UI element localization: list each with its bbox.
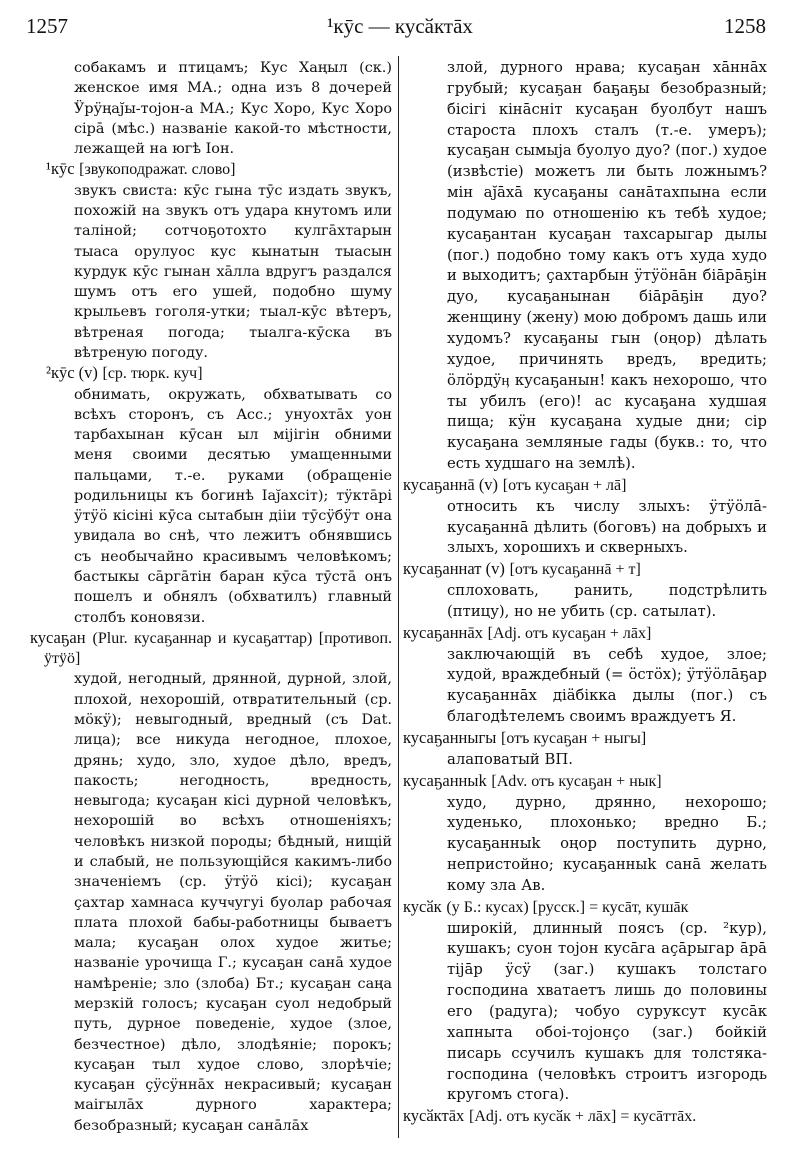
- entry-body: алаповатый ВП.: [447, 750, 573, 768]
- entry-etymology: [звукоподражат. слово]: [79, 161, 236, 179]
- entry-body: худо, дурно, дрянно, нехорошо; худенько, плохонько; вредно Б.; кусаҕанныk оңор поступить дурно, непристойно; кусаҕанныk санā желать кому зла Ав.: [447, 793, 767, 894]
- entry-kusagannat: [403, 559, 767, 623]
- entry-kus-1: [30, 159, 392, 363]
- entry-headword: кусаҕаннā (v): [403, 474, 499, 494]
- entry-body: сплоховать, ранить, подстрѣлить (птицу), но не убить (ср. сатылат).: [447, 582, 767, 620]
- page-number-left: 1257: [26, 14, 68, 38]
- entry-continuation: [30, 58, 392, 159]
- entry-kusaganna: [403, 475, 767, 559]
- page-number-right: 1258: [724, 14, 766, 38]
- entry-body: заключающій въ себѣ худое, злое; худой, враждебный (= öстöх); ӱтӱöлāҕар кусаҕаннāх діäбікка дылы (пог.) съ благодѣтелемъ своимъ враждуетъ Я.: [447, 645, 767, 726]
- entry-headword: кусаҕаннāх: [403, 622, 483, 642]
- entry-body: обнимать, окружать, обхватывать со всѣхъ сторонъ, съ Acc.; унуохтāх уон тарбахынан кӯсан ыл міјігін обними меня своими десятью умащенными пальцами, т.-е. руками (обращеніе родильницы къ богинѣ Іај̆ахсіт); тӱктāрі ӱтӱö кісіні кӯса сытабын дііи тӯсӱбӱт она увидала во снѣ, что лежитъ обнявшись съ необычайно красивымъ человѣкомъ; бастыкы сāргāтін баран кӯса тӯстā онъ пошелъ и обнялъ (обхватилъ) главный столбъ коновязи.: [74, 386, 392, 626]
- entry-kus-2: [30, 363, 392, 628]
- entry-kusaktah: [403, 1106, 767, 1128]
- entry-headword: кусӑк: [403, 896, 442, 916]
- left-column: [30, 58, 392, 1136]
- right-column: [403, 58, 767, 1128]
- entry-body: злой, дурного нрава; кусаҕан хāннāх грубый; кусаҕан баҕаҕы безобразный; бісігі кінāсніт кусаҕан буолбут нашъ староста плохъ сталъ (т.-е. умеръ); кусаҕан сымыја буолуо дуо? (пог.) худое (извѣстіе) можетъ ли быть ложнымъ? мін ај̆āхā кусаҕаны санāтахпына если подумаю по отношенію къ тебѣ худое; кусаҕантан кусаҕан тахсарыгар дылы (пог.) подобно тому какъ отъ худа худо и выходитъ; ҫахтарбын ӱтӱöнāн біāрāҕін дуо, кусаҕанынан біāрāҕін дуо? женщину (жену) мою добромъ дашь или худомъ? кусаҕаны гын (оңор) дѣлать худое, причинять вредъ, вредить; öлöрдӱӊ кусаҕанын! какъ нехорошо, что ты убилъ (его)! ас кусаҕана худшая пища; кӱн кусаҕана худые дни; сір кусаҕана земляные гады (букв.: то, что есть худшаго на землѣ).: [447, 59, 767, 473]
- entry-etymology: [Adv. отъ кусаҕан + нык]: [491, 772, 662, 790]
- entry-etymology: [Adj. отъ кусаҕан + лāх]: [487, 624, 652, 642]
- entry-headword: кусаҕаннат (v): [403, 559, 505, 579]
- entry-kusagannyk: [403, 771, 767, 897]
- entry-headword: ²кӯс (v): [46, 363, 98, 383]
- entry-etymology: (Plur. кусаҕаннар и кусаҕаттар) [противоп. ӱтӱö]: [44, 629, 392, 668]
- entry-headword: кусаҕан: [30, 627, 86, 647]
- header-headwords: ¹кӯс — кусӑктāх: [327, 14, 473, 38]
- entry-body: широкій, длинный поясъ (ср. ²кур), кушакъ; суон тојон кусāга аҫāрыгар āрā тіјāр ӱсӱ (заг.) кушакъ толстаго господина хватаетъ лишь до половины его (радуга); чобуо сурукcут кусāк хапныта обоі-тојонҫо (заг.) бойкій писарь ссучилъ кушакъ для толстяка-господина (человѣкъ строитъ изгородь кругомъ стога).: [447, 919, 767, 1104]
- entry-headword: кусаҕанныгы: [403, 728, 497, 747]
- column-divider: [398, 56, 399, 1138]
- entry-etymology: [отъ кусаҕаннā + т]: [509, 561, 641, 579]
- entry-etymology: [отъ кусаҕан + лā]: [502, 476, 627, 494]
- entry-body: худой, негодный, дрянной, дурной, злой, плохой, нехорошій, отвратительный (ср. мöкӱ); невыгодный, вредный (съ Dat. лица); все никуда негодное, плохое, дрянь; худо, зло, худое дѣло, вредъ, пакость; негодность, вредность, невыгода; кусаҕан кісі дурной человѣкъ, нехорошій во всѣхъ отношеніяхъ; человѣкъ низкой породы; бѣдный, нищій и слабый, не пользующійся какимъ-либо значеніемъ (ср. ӱтӱö кісі); кусаҕан ҫахтар хамнаса кучҹугуі буолар рабочая плата плохой бабы-работницы бываетъ мала; кусаҕан олох худое житье; названіе урочища Г.; кусаҕан санā худое намѣреніе; зло (злоба) Бт.; кусаҕан саңа мерзкій голосъ; кусаҕан суол недобрый путь, дурное поведеніе, худое (злое, безчестное) дѣло, злодѣяніе; порокъ; кусаҕан тыл худое слово, злорѣчіе; кусаҕан ҫӱсӱннāх некрасивый; кусаҕан маігылāх дурного характера; безобразный; кусаҕан санāлāх: [74, 671, 392, 1134]
- entry-body: собакамъ и птицамъ; Кус Хаңыл (ск.) женское имя МА.; одна изъ 8 дочерей Ӱрӱңај̆ы-тојон-а МА.; Кус Хоро, Кус Хоро сірā (мѣс.) названіе какой-то мѣстности, лежащей на югѣ Іон.: [74, 60, 392, 158]
- entry-etymology: [Adj. отъ кусӑк + лāх] = кусāттāх.: [468, 1108, 697, 1126]
- entry-body: относить къ числу злыхъ: ӱтӱöлā-кусаҕаннā дѣлить (боговъ) на добрыхъ и злыхъ, хорошихъ и скверныхъ.: [447, 497, 767, 557]
- entry-headword: ¹кӯс: [46, 159, 75, 179]
- entry-kusagannah: [403, 623, 767, 728]
- entry-etymology: [ср. тюрк. куч]: [102, 365, 203, 383]
- entry-kusagannygy: [403, 728, 767, 771]
- entry-body: звукъ свиста: кӯс гына тӯс издать звукъ, похожій на звукъ отъ удара кнутомъ или таліной; сотчоҕотохто кулгāхтарын тыаса орулуос кус кынатын тыасын курдук кӯс гынан хāлла вдругъ раздался шумъ отъ его ушей, подобно шуму крыльевъ гоголя-утки; тыал-кӯс вѣтеръ, вѣтреная погода; тыалга-кӯска въ вѣтреную погоду.: [74, 182, 392, 361]
- entry-etymology: (у Б.: кусах) [русск.] = кусāт, кушāк: [446, 898, 689, 916]
- entry-headword: кусаҕанныk: [403, 770, 487, 790]
- entry-etymology: [отъ кусаҕан + ныгы]: [501, 730, 647, 747]
- entry-continuation: [403, 58, 767, 475]
- entry-kusak: [403, 897, 767, 1106]
- entry-headword: кусӑктāх: [403, 1106, 465, 1126]
- entry-kusagan: [30, 628, 392, 1136]
- running-header: [0, 14, 800, 44]
